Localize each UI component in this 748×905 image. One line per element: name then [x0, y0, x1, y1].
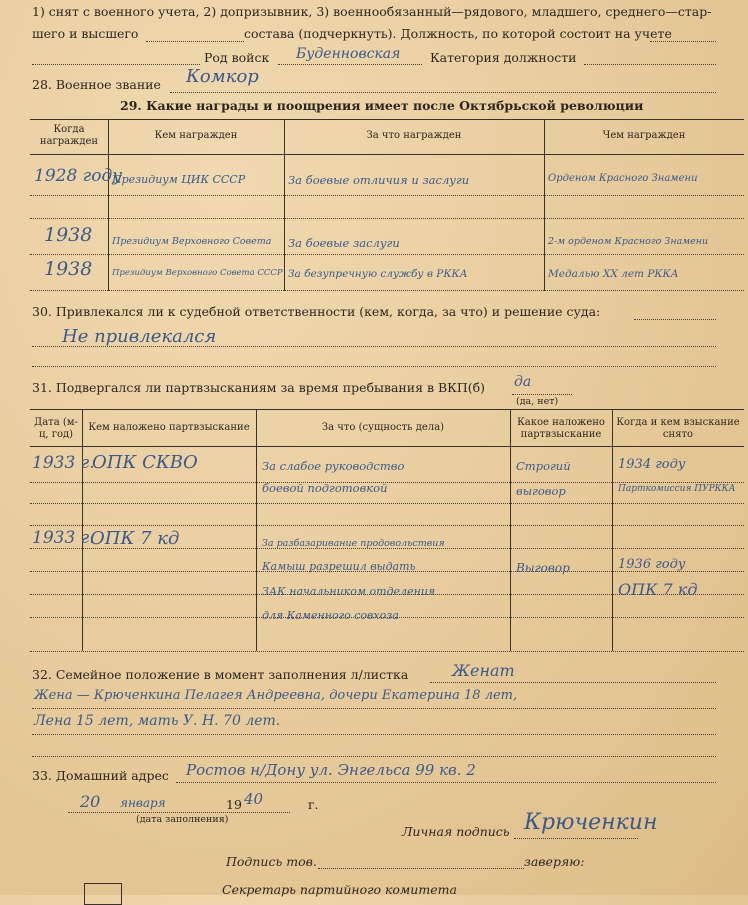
party-row-2-kind: Выговор	[516, 561, 570, 575]
rule	[32, 734, 716, 735]
table-top	[30, 409, 744, 410]
rule	[30, 290, 744, 291]
party-row-2-what-2: Камыш разрешил выдать	[262, 560, 416, 573]
family-line-3: Лена 15 лет, мать У. Н. 70 лет.	[34, 713, 281, 729]
col-divider	[108, 119, 109, 291]
party-row-1-what-1: За слабое руководство	[262, 459, 405, 473]
sign-label: Личная подпись	[402, 824, 510, 839]
award-row-3-by: Президиум Верховного Совета СССР	[112, 268, 283, 278]
branch-value: Буденновская	[296, 46, 401, 62]
rule	[176, 782, 716, 783]
sign-comrade-label: Подпись тов.	[226, 854, 317, 869]
party-row-1-removed-2: Парткомиссия ПУРККА	[618, 484, 736, 494]
court-value: Не привлекался	[62, 326, 217, 347]
address-label: 33. Домашний адрес	[32, 768, 169, 783]
certify-label: заверяю:	[524, 854, 585, 869]
rule	[32, 346, 716, 347]
rule	[170, 92, 716, 93]
rule	[634, 319, 716, 320]
rule	[30, 651, 744, 652]
date-month: января	[120, 796, 166, 810]
rule	[30, 195, 744, 196]
party-header-what: За что (сущность дела)	[321, 422, 445, 433]
table-header-bottom	[30, 154, 744, 155]
rule	[512, 394, 572, 395]
family-value: Женат	[452, 661, 515, 680]
award-row-1-for: За боевые отличия и заслуги	[288, 173, 470, 187]
rule	[32, 756, 716, 757]
col-divider	[510, 409, 511, 651]
party-header-by: Кем наложено партвзыскание	[88, 422, 250, 433]
date-year-prefix: 19	[226, 797, 242, 812]
party-row-1-by: ОПК СКВО	[92, 452, 198, 473]
family-line-2: Жена — Крюченкина Пелагея Андреевна, дочери Екатерина 18 лет,	[34, 688, 518, 703]
rule	[318, 868, 524, 869]
party-row-1-kind-1: Строгий	[516, 459, 571, 473]
family-label: 32. Семейное положение в момент заполнения л/листка	[32, 667, 409, 682]
top-line-2a: шего и высшего	[32, 26, 139, 41]
award-row-3-for: За безупречную службу в РККА	[288, 268, 468, 280]
award-row-1-what: Орденом Красного Знамени	[548, 173, 698, 184]
court-label: 30. Привлекался ли к судебной ответственности (кем, когда, за что) и решение суда:	[32, 304, 601, 319]
party-header-kind: Какое наложено партвзыскание	[517, 417, 605, 440]
rule	[68, 812, 290, 813]
award-row-2-for: За боевые заслуги	[288, 236, 400, 250]
party-header-date: Дата (м-ц, год)	[34, 417, 78, 440]
category-label: Категория должности	[430, 50, 577, 65]
award-row-2-what: 2-м орденом Красного Знамени	[548, 236, 709, 247]
party-row-1-removed-1: 1934 году	[618, 457, 686, 472]
awards-header-for: За что награжден	[366, 130, 462, 141]
rank-label: 28. Военное звание	[32, 77, 161, 92]
party-row-2-what-3: ЗАК начальником отделения	[262, 585, 436, 598]
rule	[30, 218, 744, 219]
awards-header-by: Кем награжден	[154, 130, 238, 141]
rule	[30, 254, 744, 255]
awards-title: 29. Какие награды и поощрения имеет после Октябрьской революции	[120, 98, 644, 113]
col-divider	[284, 119, 285, 291]
stamp-box	[84, 883, 122, 905]
party-answer: да	[514, 374, 532, 390]
top-line-1: 1) снят с военного учета, 2) допризывник, 3) военнообязанный—рядового, младшего, среднего—стар-	[32, 4, 712, 19]
rule	[650, 41, 716, 42]
party-label: 31. Подвергался ли партвзысканиям за время пребывания в ВКП(б)	[32, 380, 486, 395]
party-row-2-date: 1933 г.	[32, 528, 95, 548]
table-header-bottom	[30, 446, 744, 447]
col-divider	[612, 409, 613, 651]
party-row-1-date: 1933 г.	[32, 453, 95, 473]
secretary-label: Секретарь партийного комитета	[222, 882, 457, 897]
party-answer-hint: (да, нет)	[516, 396, 559, 407]
award-row-3-what: Медалью XX лет РККА	[548, 268, 679, 280]
rule	[30, 525, 744, 526]
party-row-2-removed-2: ОПК 7 кд	[618, 580, 698, 599]
date-hint: (дата заполнения)	[136, 814, 229, 825]
top-line-2b: состава (подчеркнуть). Должность, по которой состоит на учете	[244, 26, 672, 41]
col-divider	[256, 409, 257, 651]
rule	[32, 366, 716, 367]
date-year-suffix: г.	[308, 797, 319, 812]
party-row-1-what-2: боевой подготовкой	[262, 481, 388, 495]
col-divider	[544, 119, 545, 291]
award-row-2-when: 1938	[44, 224, 93, 246]
date-year: 40	[244, 790, 264, 808]
award-row-1-when: 1928 году	[34, 166, 123, 186]
branch-label: Род войск	[204, 50, 270, 65]
rule	[146, 41, 244, 42]
award-row-1-by: Президиум ЦИК СССР	[112, 173, 246, 186]
awards-header-what: Чем награжден	[602, 130, 686, 141]
rule	[32, 64, 200, 65]
rule	[514, 838, 638, 839]
award-row-2-by: Президиум Верховного Совета	[112, 236, 272, 247]
rule	[430, 682, 716, 683]
table-top	[30, 119, 744, 120]
date-day: 20	[80, 792, 101, 811]
rule	[30, 503, 744, 504]
awards-header-when: Когда награжден	[39, 124, 99, 147]
address-value: Ростов н/Дону ул. Энгельса 99 кв. 2	[186, 761, 476, 779]
rule	[584, 64, 716, 65]
party-row-1-kind-2: выговор	[516, 484, 566, 498]
party-row-2-what-4: для Каменного совхоза	[262, 609, 399, 622]
party-row-2-removed-1: 1936 году	[618, 557, 686, 572]
award-row-3-when: 1938	[44, 258, 93, 280]
rule	[278, 64, 422, 65]
rank-value: Комкор	[186, 66, 259, 87]
signature: Крюченкин	[524, 810, 658, 835]
rule	[32, 708, 716, 709]
party-row-2-what-1: За разбазаривание продовольствия	[262, 538, 445, 549]
party-row-2-by: ОПК 7 кд	[90, 528, 180, 549]
party-header-removed: Когда и кем взыскание снято	[616, 417, 740, 440]
